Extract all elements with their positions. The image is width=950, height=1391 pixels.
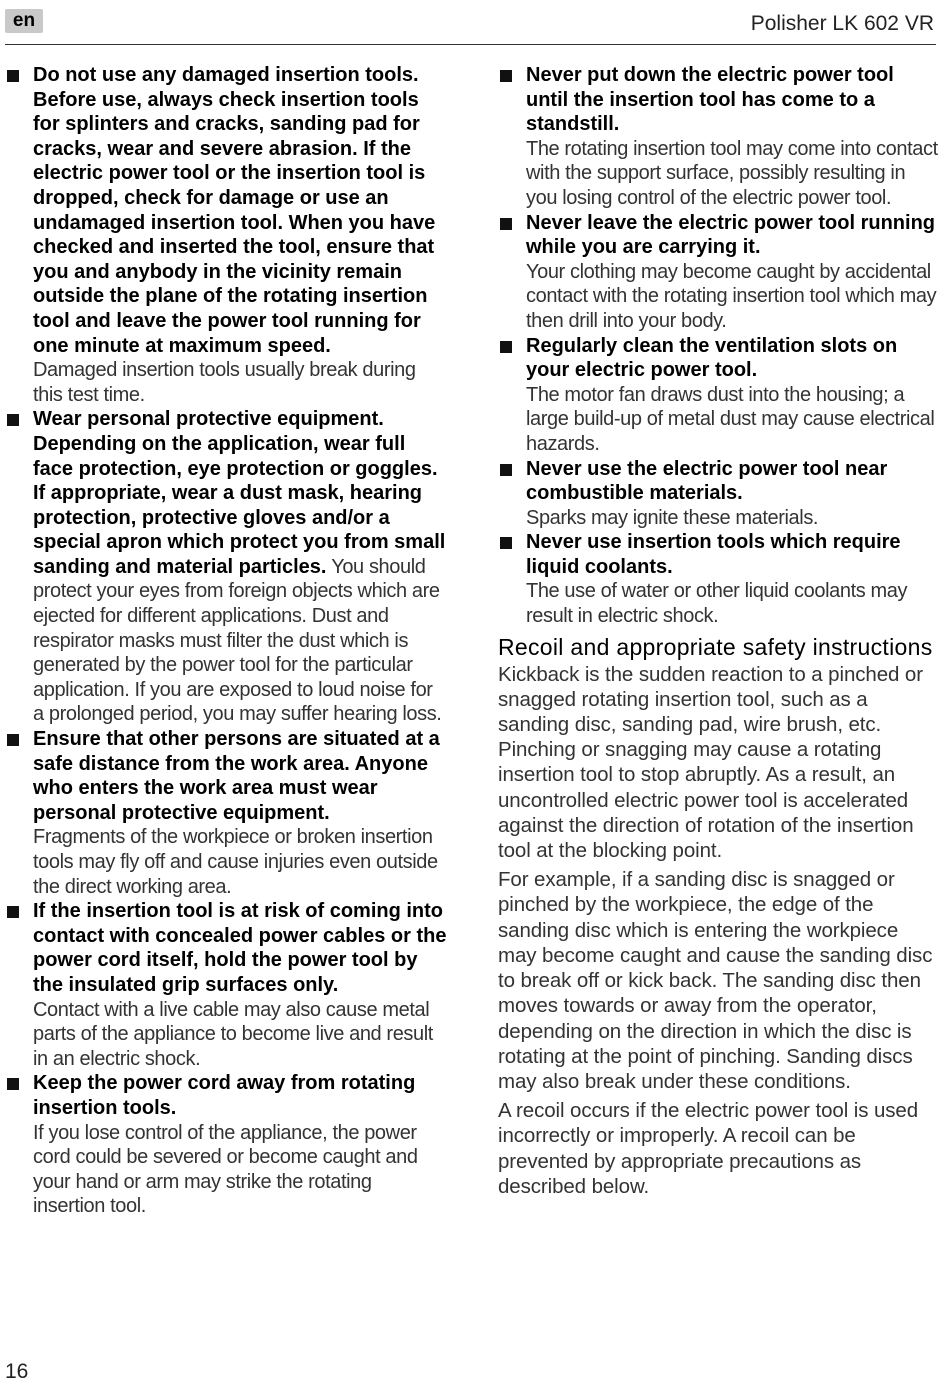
square-bullet-icon bbox=[500, 70, 512, 82]
safety-item bbox=[498, 530, 938, 628]
section-paragraph: A recoil occurs if the electric power tool is used incorrectly or improperly. A recoil can be prevented by appropriate precautions as described below. bbox=[498, 1099, 918, 1198]
safety-item-lead: If the insertion tool is at risk of coming into contact with concealed power cables or the power cord itself, hold the power tool by the insulated grip surfaces only. bbox=[33, 900, 447, 996]
safety-item bbox=[498, 63, 938, 211]
safety-item-lead: Never use insertion tools which require liquid coolants. bbox=[526, 531, 901, 578]
safety-item-body: Contact with a live cable may also cause metal parts of the appliance to become live and result in an electric shock. bbox=[33, 998, 433, 1070]
safety-item-body: If you lose control of the appliance, the power cord could be severed or become caught and your hand or arm may strike the rotating insertion tool. bbox=[33, 1121, 418, 1218]
square-bullet-icon bbox=[7, 906, 19, 918]
square-bullet-icon bbox=[7, 70, 19, 82]
safety-item-lead: Keep the power cord away from rotating insertion tools. bbox=[33, 1072, 416, 1119]
safety-item bbox=[5, 1071, 447, 1219]
safety-item-lead: Ensure that other persons are situated at a safe distance from the work area. Anyone who enters the work area must wear personal protective equipment. bbox=[33, 728, 440, 824]
safety-item-body: The rotating insertion tool may come into contact with the support surface, possibly resulting in you losing control of the electric power tool. bbox=[526, 137, 938, 209]
safety-item-body: Sparks may ignite these materials. bbox=[526, 506, 819, 529]
safety-item bbox=[498, 334, 938, 457]
square-bullet-icon bbox=[500, 218, 512, 230]
safety-item bbox=[5, 899, 447, 1071]
safety-item bbox=[498, 211, 938, 334]
safety-item-body: The motor fan draws dust into the housing; a large build-up of metal dust may cause electrical hazards. bbox=[526, 383, 935, 455]
safety-item-lead: Never leave the electric power tool running while you are carrying it. bbox=[526, 211, 936, 259]
safety-item-lead: Regularly clean the ventilation slots on your electric power tool. bbox=[526, 334, 898, 382]
safety-item-body: You should protect your eyes from foreign objects which are ejected for different applications. Dust and respirator masks must filter the dust which is generated by the power tool for the particular application. If you are exposed to loud noise for a prolonged period, you may suffer hearing loss. bbox=[33, 555, 442, 726]
safety-item-lead: Never put down the electric power tool until the insertion tool has come to a standstill. bbox=[526, 64, 894, 136]
safety-item bbox=[5, 727, 447, 899]
document-title: Polisher LK 602 VR bbox=[750, 12, 934, 35]
header-divider bbox=[5, 44, 936, 45]
square-bullet-icon bbox=[500, 537, 512, 549]
section-paragraph: For example, if a sanding disc is snagged or pinched by the workpiece, the edge of the sanding disc which is entering the workpiece may become caught and cause the sanding disc to break off or kick back. The sanding disc then moves towards or away from the operator, depending on the direction in which the disc is rotating at the point of pinching. Sanding discs may also break under these conditions. bbox=[498, 868, 933, 1093]
left-column bbox=[5, 63, 447, 1219]
square-bullet-icon bbox=[7, 414, 19, 426]
right-column bbox=[498, 63, 938, 1203]
square-bullet-icon bbox=[7, 734, 19, 746]
square-bullet-icon bbox=[500, 464, 512, 476]
section-paragraph: Kickback is the sudden reaction to a pinched or snagged rotating insertion tool, such as a sanding disc, sanding pad, wire brush, etc. Pinching or snagging may cause a rotating insertion tool to stop abruptly. As a result, an uncontrolled electric power tool is accelerated against the direction of rotation of the insertion tool at the blocking point. bbox=[498, 662, 923, 863]
square-bullet-icon bbox=[7, 1078, 19, 1090]
safety-item bbox=[5, 63, 447, 407]
safety-item-lead: Never use the electric power tool near combustible materials. bbox=[526, 457, 888, 505]
section-heading: Recoil and appropriate safety instructions bbox=[498, 633, 933, 660]
safety-item bbox=[5, 407, 447, 727]
language-badge: en bbox=[5, 9, 43, 33]
page-number: 16 bbox=[5, 1360, 29, 1383]
safety-item bbox=[498, 457, 938, 531]
square-bullet-icon bbox=[500, 341, 512, 353]
safety-item-body: Your clothing may become caught by accidental contact with the rotating insertion tool which may then drill into your body. bbox=[526, 260, 937, 332]
safety-item-body: Damaged insertion tools usually break during this test time. bbox=[33, 359, 416, 406]
safety-item-lead: Do not use any damaged insertion tools. Before use, always check insertion tools for splinters and cracks, sanding pad for cracks, wear and severe abrasion. If the electric power tool or the insertion tool is dropped, check for damage or use an undamaged insertion tool. When you have checked and inserted the tool, ensure that you and anybody in the vicinity remain outside the plane of the rotating insertion tool and leave the power tool running for one minute at maximum speed. bbox=[33, 64, 436, 357]
safety-item-text bbox=[33, 407, 447, 727]
safety-item-lead: Wear personal protective equipment. Depending on the application, wear full face protection, eye protection or goggles. If appropriate, wear a dust mask, hearing protection, protective gloves and/or a special apron which protect you from small sanding and material particles. bbox=[33, 408, 446, 578]
safety-item-body: The use of water or other liquid coolants may result in electric shock. bbox=[526, 580, 908, 628]
safety-item-body: Fragments of the workpiece or broken insertion tools may fly off and cause injuries even outside the direct working area. bbox=[33, 826, 438, 898]
